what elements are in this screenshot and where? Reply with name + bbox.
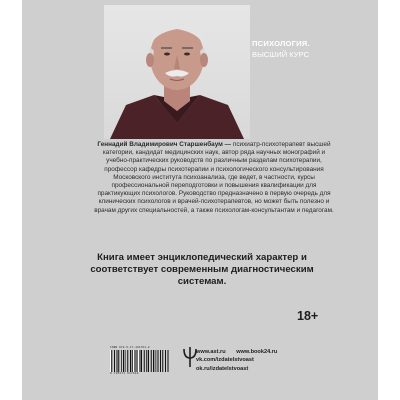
series-title (252, 39, 342, 60)
book-tagline: Книга имеет энциклопедический характер и соответствует современным диагностическим системам. (90, 252, 314, 287)
series-title-line1: ПСИХОЛОГИЯ. (252, 39, 310, 48)
author-name: Геннадий Владимирович Старшенбаум — (97, 141, 232, 148)
isbn-number: ISBN 978-5-17-161761-8 (110, 346, 150, 349)
book-back-cover (22, 0, 378, 400)
publisher-links (196, 348, 277, 373)
age-rating-badge: 18+ (297, 309, 319, 323)
series-title-line2: ВЫСШИЙ КУРС (252, 49, 310, 59)
link-ast[interactable]: www.ast.ru (196, 349, 226, 355)
barcode-icon (110, 350, 170, 372)
link-ok[interactable]: ok.ru/izdatelstvoast (196, 365, 249, 372)
link-book24[interactable]: www.book24.ru (236, 349, 278, 355)
ean-number: 9 785171 617618 (110, 372, 139, 375)
author-bio-text: психиатр-психотерапевт высшей категории, кандидат медицинских наук, автор ряда научных монографий и учебно-практических руководств по различным разделам психотерапии, профессор кафедры психотерапии и психологического консультирования Московского института психоанализа, где ведет, в частности, курсы профессиональной переподготовки и повышения квалификации для практикующих психологов. Руководство предназначено в первую очередь для клинических психологов и врачей-психотерапевтов, но может быть полезно и врачам других специальностей, а также психологам-консультантам и педагогам. (94, 141, 334, 214)
author-bio (92, 141, 336, 215)
link-vk[interactable]: vk.com/izdatelstvoast (196, 357, 254, 364)
author-photo (104, 5, 250, 139)
barcode-block (110, 346, 170, 376)
